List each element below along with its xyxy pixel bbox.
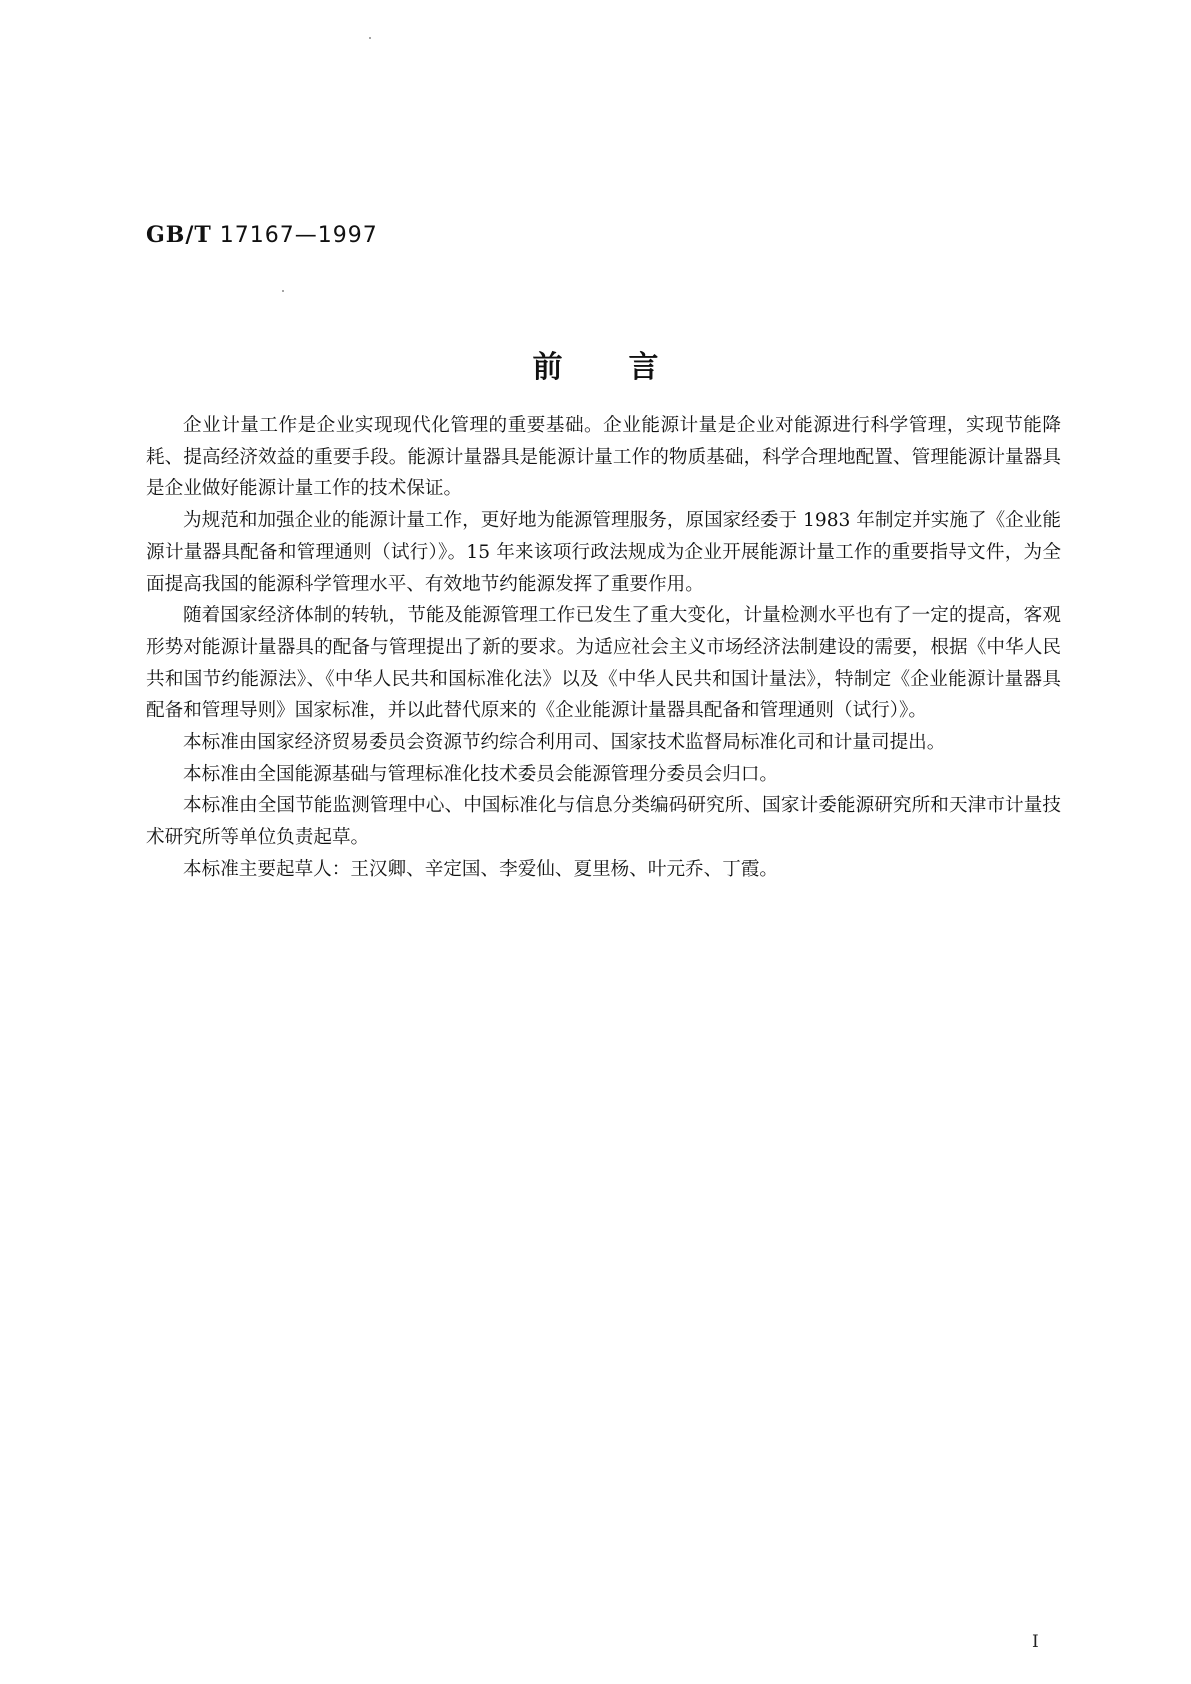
page-title: 前言 — [532, 350, 725, 385]
standard-prefix: GB/T — [146, 222, 212, 248]
standard-number: 17167—1997 — [219, 223, 378, 248]
paragraph-drafting-units: 本标准由全国节能监测管理中心、中国标准化与信息分类编码研究所、国家计委能源研究所和天津市计量技术研究所等单位负责起草。 — [146, 795, 1061, 849]
paragraph-importance: 企业计量工作是企业实现现代化管理的重要基础。企业能源计量是企业对能源进行科学管理，实现节能降耗、提高经济效益的重要手段。能源计量器具是能源计量工作的物质基础，科学合理地配置、管理能源计量器具是企业做好能源计量工作的技术保证。 — [146, 415, 1061, 500]
paragraph-history: 为规范和加强企业的能源计量工作，更好地为能源管理服务，原国家经委于 1983 年制定并实施了《企业能源计量器具配备和管理通则（试行）》。15 年来该项行政法规成为企业开展能源计量工作的重要指导文件，为全面提高我国的能源科学管理水平、有效地节约能源发挥了重要作用。 — [146, 510, 1061, 595]
paragraph-committee: 本标准由全国能源基础与管理标准化技术委员会能源管理分委员会归口。 — [183, 763, 779, 785]
paragraph-proposer: 本标准由国家经济贸易委员会资源节约综合利用司、国家技术监督局标准化司和计量司提出。 — [183, 732, 946, 754]
foreword-body — [146, 410, 1061, 886]
scan-speck — [282, 290, 284, 292]
paragraph-drafters: 本标准主要起草人：王汉卿、辛定国、李爱仙、夏里杨、叶元乔、丁霞。 — [183, 858, 779, 880]
paragraph-purpose: 随着国家经济体制的转轨，节能及能源管理工作已发生了重大变化，计量检测水平也有了一定的提高，客观形势对能源计量器具的配备与管理提出了新的要求。为适应社会主义市场经济法制建设的需要，根据《中华人民共和国节约能源法》、《中华人民共和国标准化法》以及《中华人民共和国计量法》，特制定《企业能源计量器具配备和管理导则》国家标准，并以此替代原来的《企业能源计量器具配备和管理通则（试行）》。 — [146, 605, 1061, 722]
scan-speck — [369, 37, 371, 39]
page-number: I — [1032, 1632, 1039, 1652]
standard-code — [146, 222, 378, 248]
